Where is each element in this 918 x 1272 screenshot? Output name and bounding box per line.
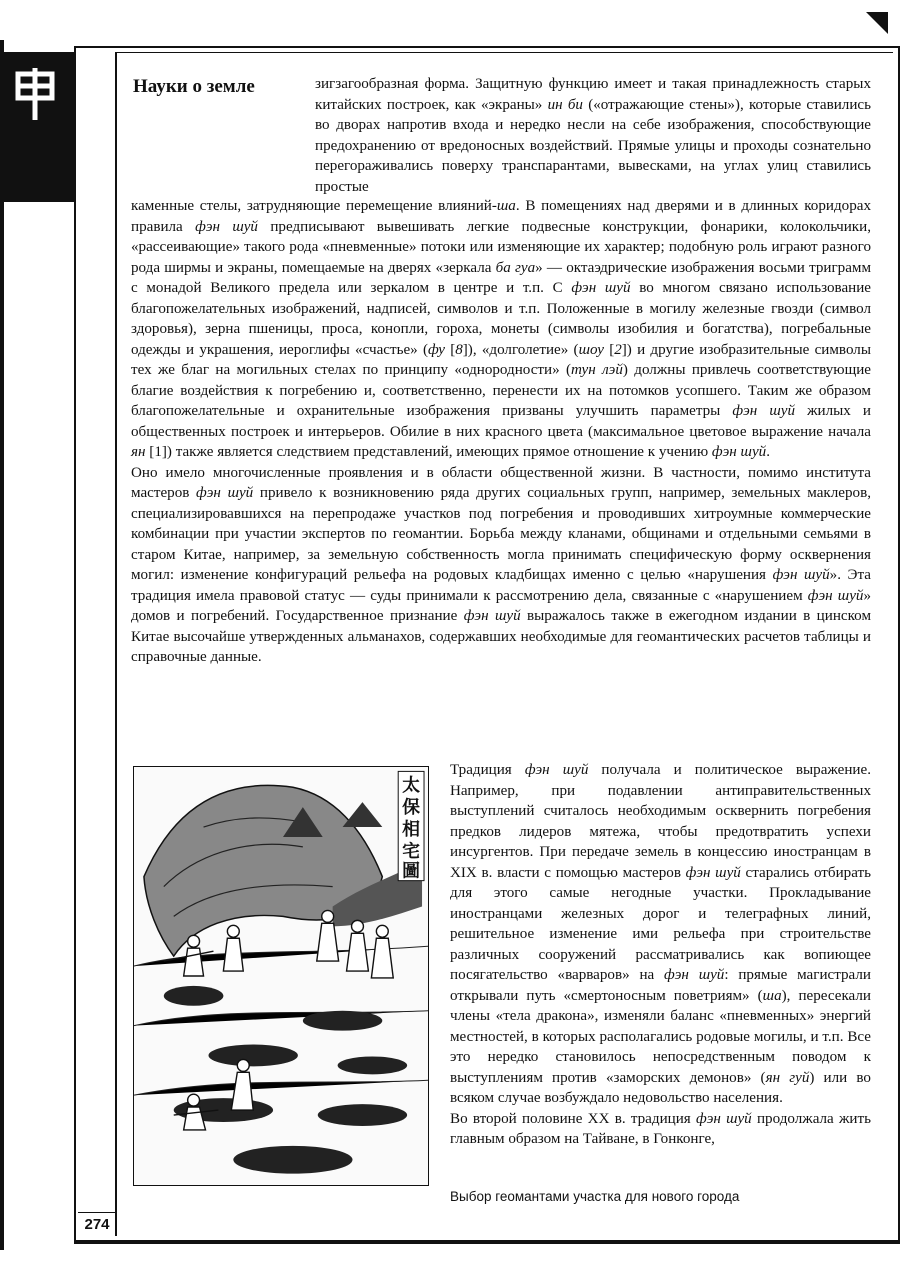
paragraph: зигзагообразная форма. Защитную функцию имеет и такая принадлежность старых китайских построек, как «экраны» ин би («отражающие стены»), которые ставились во дворах напротив входа и нередко несли на себе изображения, способствующие предохранению от вредоносных воздействий. Прямые улицы и проходы сознательно перегораживались поверху транспарантами, вывесками, на углах улиц ставились простые (315, 76, 871, 195)
paragraph: каменные стелы, затрудняющие перемещение влияний-ша. В помещениях над дверями и в длинных коридорах правила фэн шуй предписывают вывешивать легкие подвесные конструкции, фонарики, колокольчики, «рассеивающие» такого рода «пневменные» потоки или изменяющие их характер; подобную роль играют разного рода ширмы и экраны, помещаемые на дверях «зеркала ба гуа» — октаэдрические изображения восьми триграмм с монадой Великого предела или зеркалом в центре и т.п. С фэн шуй во многом связано использование благопожелательных изображений, надписей, символов и т.п. Положенные в могилу железные гвозди (символ здоровья), зерна пшеницы, проса, конопли, гороха, монеты (символы изобилия и богатства), погребальные одежды и украшения, иероглифы «счастье» (фу [8]), «долголетие» (шоу [2]) и другие изобразительные символы тех же благ на могильных стелах по принципу «однородности» (тун лэй) должны привлечь соответствующие благие воздействия к погребению и, соответственно, перенести их на потомков усопшего. Таким же образом благопожелательные и охранительные изображения призваны улучшить параметры фэн шуй жилых и общественных построек и интерьеров. Обилие в них красного цвета (максимальное цветовое выражение начала ян [1]) также является следствием представлений, имеющих прямое отношение к учению фэн шуй. (131, 198, 872, 460)
page-number: 274 (78, 1212, 116, 1237)
section-title: Науки о земле (133, 76, 255, 97)
intro-column (315, 74, 871, 197)
chapter-tab (2, 52, 74, 202)
right-column (450, 760, 871, 1150)
inscription-char: 保 (402, 797, 421, 819)
corner-mark (866, 12, 888, 34)
paragraph: Оно имело многочисленные проявления и в области общественной жизни. В частности, помимо института мастеров фэн шуй привело к возникновению ряда других социальных групп, например, земельных маклеров, специализировавшихся на перепродаже участков под погребения и проводивших хитроумные коммерческие комбинации при участии экспертов по геомантии. Борьба между кланами, общинами и отдельными семьями в старом Китае, например, за земельную собственность могла принимать специфическую форму осквернения могил: изменение конфигураций рельефа на родовых кладбищах именно с целью «нарушения фэн шуй». Эта традиция имела правовой статус — суды принимали к рассмотрению дела, связанные с «нарушением фэн шуй» домов и погребений. Государственное признание фэн шуй выражалось также в ежегодном издании в цинском Китае высочайше утвержденных альманахов, содержавших необходимые для геомантических расчетов таблицы и справочные данные. (131, 464, 871, 665)
inscription-char: 太 (402, 775, 421, 797)
inscription-char: 圖 (402, 860, 421, 882)
chapter-glyph-icon (14, 68, 56, 120)
paragraph: Во второй половине XX в. традиция фэн шуй продолжала жить главным образом на Тайване, в Гонконге, (450, 1110, 871, 1147)
bottom-rule (74, 1242, 900, 1244)
landscape-icon (134, 767, 428, 1185)
woodcut-illustration (133, 766, 429, 1186)
paragraph: Традиция фэн шуй получала и политическое выражение. Например, при подавлении антиправительственных выступлений считалось необходимым осквернить погребения предков лидеров мятежа, чтобы предотвратить успехи инсургентов. При передаче земель в концессию иностранцам в XIX в. власти с помощью мастеров фэн шуй старались отбирать для этого самые негодные участки. Прокладывание иностранцами железных дорог и телеграфных линий, решительное изменение ими рельефа при строительстве различных сооружений рассматривались как вопиющее посягательство «варваров» на фэн шуй: прямые магистрали открывали путь «смертоносным поветриям» (ша), пересекали члены «тела дракона», изменяли баланс «пневменных» энергий местностей, в которых располагались родовые могилы, и т.п. Все это нередко становилось непосредственным поводом к выступлениям против «заморских демонов» (ян гуй) или во всяком случае возбуждало недовольство населения. (450, 762, 871, 1106)
inscription-char: 宅 (402, 840, 421, 862)
main-column (131, 196, 871, 668)
page-edge-rule (0, 40, 4, 1250)
figure-caption: Выбор геомантами участка для нового города (450, 1189, 740, 1204)
inscription-char: 相 (402, 818, 421, 840)
